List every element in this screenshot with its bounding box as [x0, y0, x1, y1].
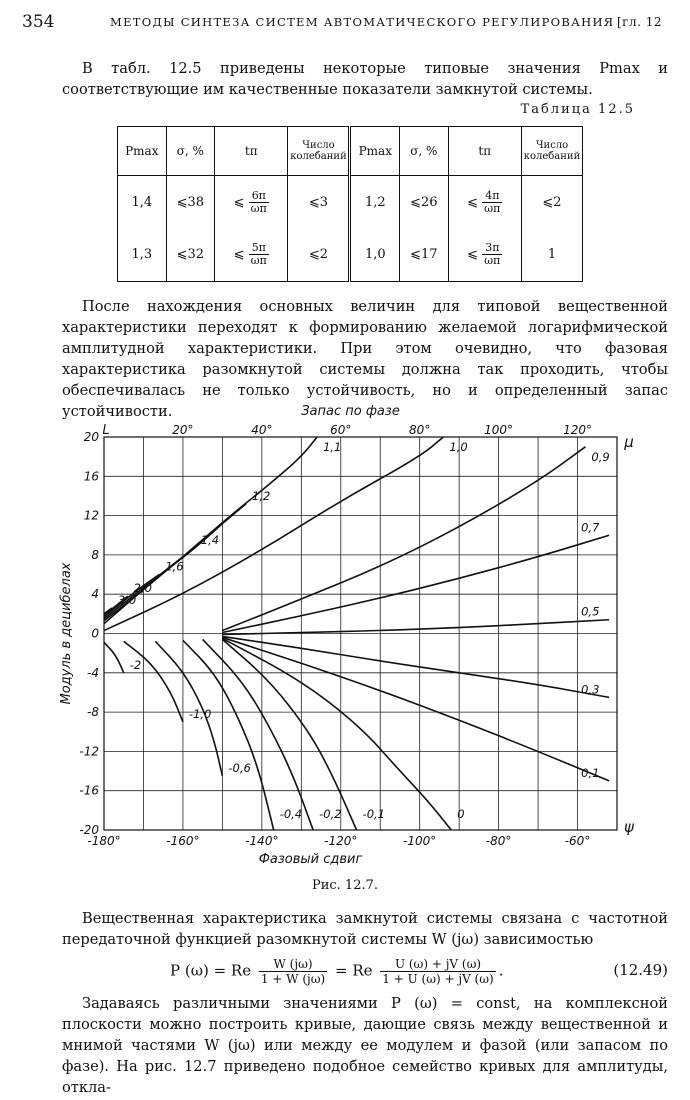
y-axis-label: Модуль в децибелах	[59, 562, 74, 705]
running-title: МЕТОДЫ СИНТЕЗА СИСТЕМ АВТОМАТИЧЕСКОГО РЕГУЛИРОВАНИЯ	[110, 15, 615, 29]
table-header-row	[118, 127, 583, 176]
y-tick-label: 20	[83, 430, 99, 444]
fraction: $\frac{4\pi}{\omega п}$	[484, 188, 501, 215]
cell-sigma: ⩽38	[166, 176, 215, 229]
formula-lhs: P (ω) = Re	[170, 961, 252, 980]
curve-label: 0,1	[581, 765, 600, 780]
cell-oscillations-2: ⩽2	[522, 176, 583, 229]
cell-oscillations: ⩽3	[288, 176, 350, 229]
table-row	[118, 176, 583, 229]
page-number: 354	[22, 12, 55, 32]
paragraph-1: В табл. 12.5 приведены некоторые типовые значения Pmax и соответствующие им качественные показатели замкнутой системы.	[62, 60, 668, 98]
formula-number: (12.49)	[613, 961, 668, 979]
chapter-label: [гл. 12	[617, 15, 662, 29]
y-tick-label: -12	[79, 744, 99, 759]
curve-label: -2	[129, 657, 142, 672]
header-oscillations-2: Число колебаний	[522, 127, 583, 176]
chart-title: Запас по фазе	[301, 404, 400, 419]
table-caption: Таблица 12.5	[520, 102, 635, 117]
curve-label: -0,4	[279, 807, 303, 821]
top-tick-label: 120°	[563, 423, 592, 437]
top-tick-label: 80°	[409, 423, 431, 437]
formula-12-49: P (ω) = Re $\frac{W (j\omega)}{1 + W (j\omega)}$ = Re $\frac{U (\omega) + jV (\omega)}{1 + U (\omega) + jV (\omega)}$ .	[170, 957, 504, 986]
x-axis-label: Фазовый сдвиг	[258, 852, 363, 867]
cell-pmax: 1,4	[118, 176, 167, 229]
cell-sigma-2: ⩽26	[400, 176, 449, 229]
y-tick-label: 12	[83, 508, 99, 523]
curve--0-2	[203, 639, 313, 830]
y-tick-label: 16	[83, 469, 99, 484]
curve-label: 1,0	[449, 440, 468, 454]
header-oscillations: Число колебаний	[288, 127, 350, 176]
formula-fraction-1: $\frac{W (j\omega)}{1 + W (j\omega)}$	[260, 957, 326, 986]
x-tick-label: -160°	[166, 834, 200, 848]
curve-label: 1,4	[200, 533, 220, 548]
curve-label: -0,2	[319, 807, 342, 821]
cell-tp-2: ⩽ $\frac{3\pi}{\omega п}$	[448, 229, 521, 282]
top-tick-label: 60°	[330, 423, 352, 437]
paragraph-2: После нахождения основных величин для типовой вещественной характеристики переходят к формированию желаемой логарифмической амплитудной характеристики. При этом очевидно, что фазовая характеристика разомкнутой системы должна так проходить, чтобы обеспечивалась не только устойчивость, но и определенный запас устойчивости.	[62, 298, 668, 420]
curve-label: 0,9	[591, 449, 610, 464]
curve-0-9	[222, 447, 585, 631]
corner-label-psi: ψ	[624, 818, 634, 836]
curve-label: -1,0	[188, 706, 212, 721]
top-tick-label: 40°	[251, 423, 273, 437]
figure-caption: Рис. 12.7.	[311, 878, 379, 893]
corner-label-L: L	[102, 423, 110, 438]
curve-label: 0,7	[581, 520, 600, 535]
paragraph-4: Задаваясь различными значениями P (ω) = const, на комплексной плоскости можно построить кривые, дающие связь между вещественной и мнимой частями W (jω) или между ее модулем и фазой (или запасом по фазе). На рис. 12.7 приведено подобное семейство кривых для амплитуды, откла-	[62, 995, 668, 1096]
y-tick-label: 0	[91, 626, 99, 641]
y-tick-label: -4	[87, 665, 99, 680]
paragraph-3: Вещественная характеристика замкнутой системы связана с частотной передаточной функцией разомкнутой системы W (jω) зависимостью	[62, 910, 668, 948]
page-header	[0, 12, 690, 34]
header-tp-2: tп	[448, 127, 521, 176]
curve-label: 2,0	[133, 581, 152, 596]
y-tick-label: 8	[91, 547, 99, 562]
cell-tp: ⩽ $\frac{6\pi}{\omega п}$	[215, 176, 288, 229]
curve-label: 0	[457, 807, 465, 821]
table-12-5	[117, 126, 583, 282]
cell-oscillations-2: 1	[522, 229, 583, 282]
x-tick-label: -120°	[324, 834, 358, 848]
curve-label: -0,6	[228, 760, 251, 775]
y-tick-label: -8	[87, 705, 99, 720]
cell-sigma: ⩽32	[166, 229, 215, 282]
cell-tp-2: ⩽ $\frac{4\pi}{\omega п}$	[448, 176, 521, 229]
x-tick-label: -80°	[485, 834, 512, 848]
curve--0-1	[222, 639, 356, 830]
header-pmax-2: Pmax	[350, 127, 400, 176]
header-sigma: σ, %	[166, 127, 215, 176]
curve-label: 1,6	[165, 559, 184, 574]
curve-1-0	[104, 437, 443, 631]
curve-label: 0,5	[581, 604, 600, 619]
x-tick-label: -180°	[87, 834, 121, 848]
y-tick-label: 4	[91, 587, 99, 602]
y-tick-label: -20	[79, 823, 99, 837]
curve--2	[104, 642, 124, 672]
header-sigma-2: σ, %	[400, 127, 449, 176]
top-tick-label: 20°	[172, 423, 194, 437]
cell-tp: ⩽ $\frac{5\pi}{\omega п}$	[215, 229, 288, 282]
cell-pmax: 1,3	[118, 229, 167, 282]
cell-pmax-2: 1,0	[350, 229, 400, 282]
curve-label: -0,1	[362, 807, 386, 821]
fraction: $\frac{6\pi}{\omega п}$	[250, 188, 267, 215]
fraction: $\frac{3\pi}{\omega п}$	[484, 241, 501, 268]
x-tick-label: -100°	[403, 834, 437, 848]
table-row	[118, 229, 583, 282]
x-tick-label: -60°	[564, 834, 591, 848]
cell-pmax-2: 1,2	[350, 176, 400, 229]
curve-label: 0,3	[581, 682, 600, 697]
curve-label: 3,0	[117, 592, 137, 607]
formula-fraction-2: $\frac{U (\omega) + jV (\omega)}{1 + U (\omega) + jV (\omega)}$	[382, 957, 494, 986]
x-tick-label: -140°	[245, 834, 279, 848]
top-tick-label: 100°	[484, 423, 514, 437]
cell-oscillations: ⩽2	[288, 229, 350, 282]
cell-sigma-2: ⩽17	[400, 229, 449, 282]
nichols-chart	[0, 400, 690, 870]
curve-0-5	[222, 620, 609, 635]
header-pmax: Pmax	[118, 127, 167, 176]
formula-mid: = Re	[334, 961, 373, 980]
curve-0-3	[222, 636, 609, 697]
fraction: $\frac{5\pi}{\omega п}$	[250, 241, 267, 268]
curve--1-0	[124, 641, 183, 722]
curve--0-4	[183, 640, 274, 830]
y-tick-label: -16	[79, 783, 99, 798]
header-tp: tп	[215, 127, 288, 176]
curve-0-1	[222, 637, 609, 780]
curve-label: 1,1	[323, 440, 342, 454]
corner-label-mu: μ	[624, 433, 634, 451]
curve-label: 1,2	[252, 488, 271, 503]
